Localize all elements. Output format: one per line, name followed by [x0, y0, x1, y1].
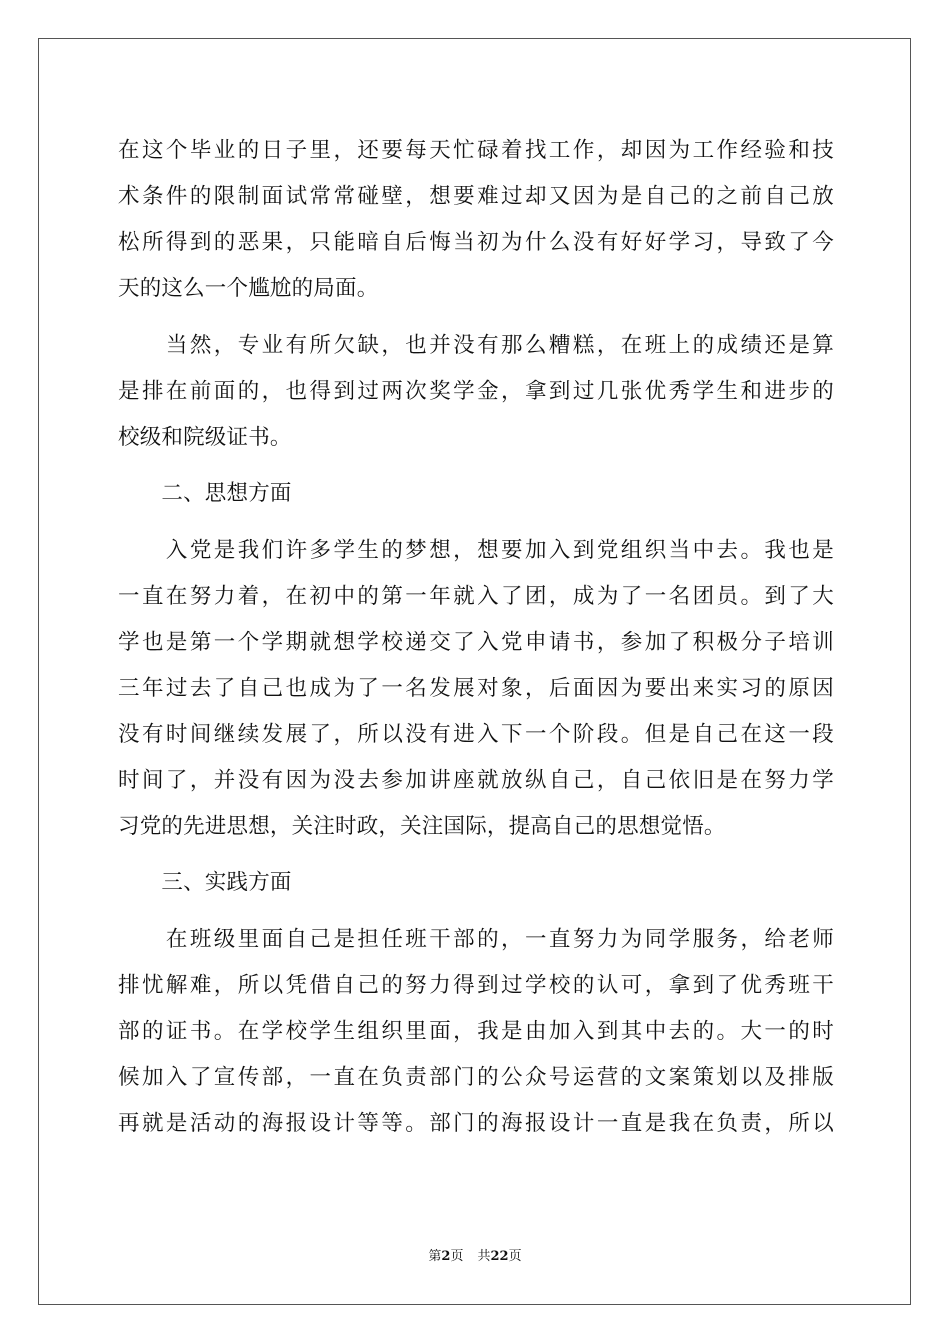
text-line: 当然，专业有所欠缺，也并没有那么糟糕，在班上的成绩还是算 [118, 332, 834, 358]
page-prefix: 第 [428, 1249, 442, 1264]
text-line: 学也是第一个学期就想学校递交了入党申请书，参加了积极分子培训 [118, 629, 834, 655]
total-suffix: 页 [508, 1249, 522, 1264]
text-line: 候加入了宣传部，一直在负责部门的公众号运营的文案策划以及排版 [118, 1064, 834, 1090]
paragraph [118, 917, 834, 1147]
text-line: 校级和院级证书。 [118, 424, 292, 450]
text-line: 在这个毕业的日子里，还要每天忙碌着找工作，却因为工作经验和技 [118, 138, 834, 163]
text-line: 没有时间继续发展了，所以没有进入下一个阶段。但是自己在这一段 [118, 721, 834, 747]
text-line: 部的证书。在学校学生组织里面，我是由加入到其中去的。大一的时 [118, 1018, 834, 1044]
text-line: 再就是活动的海报设计等等。部门的海报设计一直是我在负责，所以 [118, 1110, 834, 1136]
text-line: 在班级里面自己是担任班干部的，一直努力为同学服务，给老师 [118, 926, 834, 952]
text-line: 松所得到的恶果，只能暗自后悔当初为什么没有好好学习，导致了今 [118, 230, 834, 255]
heading-text: 二、思想方面 [118, 481, 292, 506]
text-line: 排忧解难，所以凭借自己的努力得到过学校的认可，拿到了优秀班干 [118, 972, 834, 998]
paragraph [118, 323, 834, 461]
total-prefix: 共 [477, 1249, 491, 1264]
text-line: 一直在努力着，在初中的第一年就入了团，成为了一名团员。到了大 [118, 583, 834, 609]
page-footer [0, 1245, 950, 1264]
text-line: 术条件的限制面试常常碰壁，想要难过却又因为是自己的之前自己放 [118, 184, 834, 209]
total-pages: 22 [490, 1249, 509, 1264]
page-number: 2 [441, 1249, 451, 1264]
text-line: 三年过去了自己也成为了一名发展对象，后面因为要出来实习的原因 [118, 675, 834, 701]
text-line: 时间了，并没有因为没去参加讲座就放纵自己，自己依旧是在努力学 [118, 767, 834, 793]
text-line: 入党是我们许多学生的梦想，想要加入到党组织当中去。我也是 [118, 537, 834, 563]
text-line: 天的这么一个尴尬的局面。 [118, 276, 379, 301]
document-body [118, 128, 834, 1147]
paragraph [118, 528, 834, 850]
text-line: 习党的先进思想，关注时政，关注国际，提高自己的思想觉悟。 [118, 813, 726, 839]
paragraph [118, 128, 834, 312]
section-heading [118, 471, 834, 517]
heading-text: 三、实践方面 [118, 870, 292, 895]
page-suffix: 页 [450, 1249, 464, 1264]
section-heading [118, 860, 834, 906]
text-line: 是排在前面的，也得到过两次奖学金，拿到过几张优秀学生和进步的 [118, 378, 834, 404]
